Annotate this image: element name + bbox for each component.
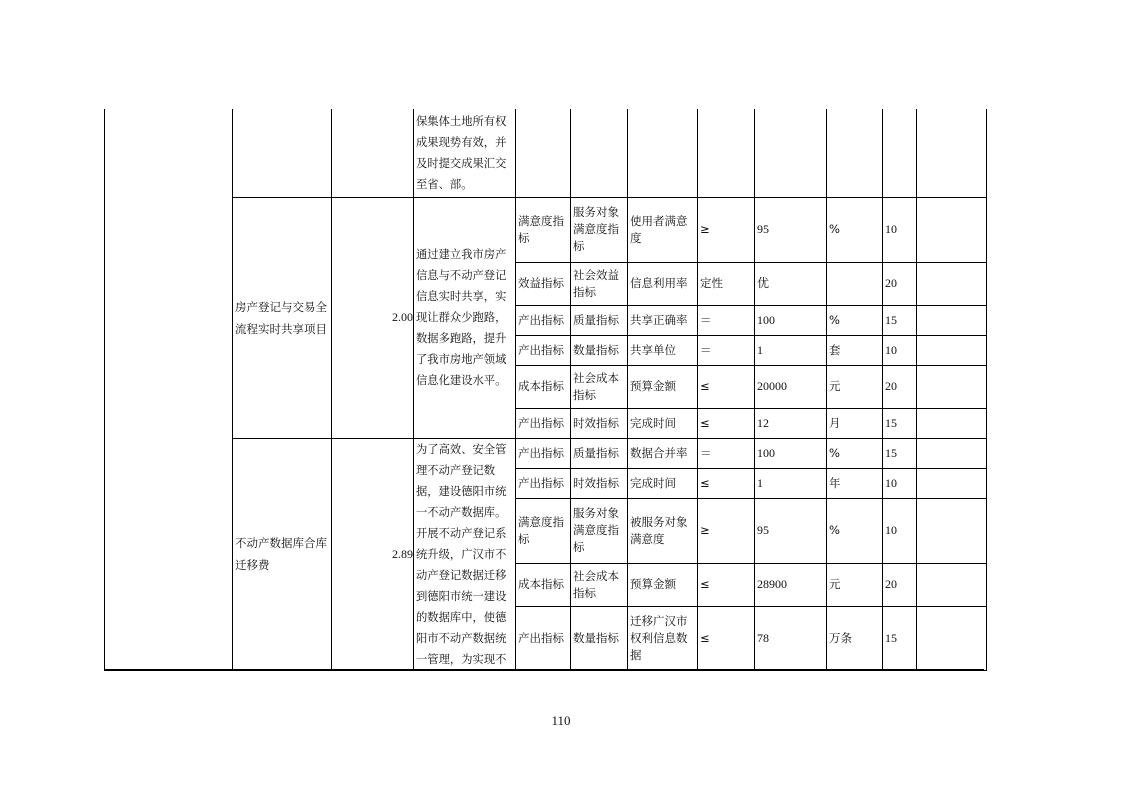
indicator-weight: 10 xyxy=(883,468,917,498)
goal-description: 通过建立我市房产信息与不动产登记信息实时共享，实现让群众少跑路，数据多跑路，提升了我市房地产领域信息化建设水平。 xyxy=(414,197,516,438)
project-name: 房产登记与交易全流程实时共享项目 xyxy=(233,197,332,438)
indicator-weight: 20 xyxy=(883,262,917,305)
indicator-weight: 15 xyxy=(883,305,917,335)
indicator-value: 100 xyxy=(755,438,827,468)
amount-cell xyxy=(332,109,414,197)
indicator-operator: ＝ xyxy=(698,305,755,335)
indicator-level3: 迁移广汉市权利信息数据 xyxy=(628,606,698,670)
indicator-value: 20000 xyxy=(755,365,827,408)
indicator-unit: 年 xyxy=(827,468,883,498)
indicator-level2: 时效指标 xyxy=(571,408,628,438)
indicator-weight: 10 xyxy=(883,498,917,563)
indicator-level1: 成本指标 xyxy=(516,365,571,408)
indicator-level2: 服务对象满意度指标 xyxy=(571,498,628,563)
indicator-level1: 满意度指标 xyxy=(516,498,571,563)
indicator-level2: 时效指标 xyxy=(571,468,628,498)
table-row xyxy=(105,197,987,262)
indicator-level3: 信息利用率 xyxy=(628,262,698,305)
indicator-level1: 产出指标 xyxy=(516,335,571,365)
indicator-unit xyxy=(827,262,883,305)
indicator-level1: 产出指标 xyxy=(516,468,571,498)
indicator-value: 78 xyxy=(755,606,827,670)
indicator-level3: 被服务对象满意度 xyxy=(628,498,698,563)
performance-indicator-table xyxy=(104,109,987,671)
indicator-weight: 15 xyxy=(883,606,917,670)
indicator-level3: 数据合并率 xyxy=(628,438,698,468)
indicator-level2: 服务对象满意度指标 xyxy=(571,197,628,262)
indicator-value: 95 xyxy=(755,197,827,262)
indicator-unit: % xyxy=(827,305,883,335)
indicator-level3: 完成时间 xyxy=(628,408,698,438)
indicator-level1: 产出指标 xyxy=(516,305,571,335)
indicator-level2: 数量指标 xyxy=(571,606,628,670)
indicator-unit: 万条 xyxy=(827,606,883,670)
project-name-cell xyxy=(233,109,332,197)
indicator-value: 95 xyxy=(755,498,827,563)
indicator-unit: % xyxy=(827,498,883,563)
indicator-level3: 共享正确率 xyxy=(628,305,698,335)
indicator-operator: ≤ xyxy=(698,365,755,408)
indicator-value: 优 xyxy=(755,262,827,305)
indicator-value: 1 xyxy=(755,468,827,498)
indicator-level1: 满意度指标 xyxy=(516,197,571,262)
indicator-weight: 15 xyxy=(883,438,917,468)
indicator-level1: 产出指标 xyxy=(516,438,571,468)
indicator-level2: 数量指标 xyxy=(571,335,628,365)
indicator-level2: 质量指标 xyxy=(571,305,628,335)
indicator-unit: % xyxy=(827,197,883,262)
indicator-operator: ≤ xyxy=(698,563,755,606)
category-cell xyxy=(105,109,233,670)
indicator-unit: % xyxy=(827,438,883,468)
indicator-operator: ≤ xyxy=(698,468,755,498)
project-name: 不动产数据库合库迁移费 xyxy=(233,438,332,670)
indicator-weight: 10 xyxy=(883,197,917,262)
indicator-level2: 社会成本指标 xyxy=(571,563,628,606)
indicator-level1: 产出指标 xyxy=(516,606,571,670)
indicator-level2: 社会效益指标 xyxy=(571,262,628,305)
indicator-level3: 完成时间 xyxy=(628,468,698,498)
indicator-weight: 10 xyxy=(883,335,917,365)
table-bottom-border xyxy=(104,669,984,671)
goal-description: 保集体土地所有权成果现势有效，并及时提交成果汇交至省、部。 xyxy=(414,109,516,197)
project-amount: 2.89 xyxy=(332,438,414,670)
indicator-level3: 预算金额 xyxy=(628,563,698,606)
indicator-value: 28900 xyxy=(755,563,827,606)
indicator-operator: 定性 xyxy=(698,262,755,305)
indicator-value: 12 xyxy=(755,408,827,438)
table-row xyxy=(105,438,987,468)
indicator-unit: 月 xyxy=(827,408,883,438)
indicator-weight: 20 xyxy=(883,365,917,408)
indicator-unit: 元 xyxy=(827,563,883,606)
goal-description: 为了高效、安全管理不动产登记数据，建设德阳市统一不动产数据库。开展不动产登记系统升级，广汉市不动产登记数据迁移到德阳市统一建设的数据库中，使德阳市不动产数据统一管理，为实现不 xyxy=(414,438,516,670)
indicator-value: 100 xyxy=(755,305,827,335)
indicator-level1: 效益指标 xyxy=(516,262,571,305)
indicator-level2: 质量指标 xyxy=(571,438,628,468)
indicator-value: 1 xyxy=(755,335,827,365)
indicator-level1: 成本指标 xyxy=(516,563,571,606)
indicator-operator: ≥ xyxy=(698,498,755,563)
indicator-level3: 预算金额 xyxy=(628,365,698,408)
indicator-level2: 社会成本指标 xyxy=(571,365,628,408)
indicator-level1: 产出指标 xyxy=(516,408,571,438)
project-amount: 2.00 xyxy=(332,197,414,438)
indicator-unit: 元 xyxy=(827,365,883,408)
indicator-weight: 20 xyxy=(883,563,917,606)
indicator-operator: ≤ xyxy=(698,606,755,670)
indicator-level3: 使用者满意度 xyxy=(628,197,698,262)
page-number: 110 xyxy=(551,713,571,728)
indicator-operator: ＝ xyxy=(698,438,755,468)
indicator-level3: 共享单位 xyxy=(628,335,698,365)
indicator-weight: 15 xyxy=(883,408,917,438)
indicator-unit: 套 xyxy=(827,335,883,365)
indicator-operator: ＝ xyxy=(698,335,755,365)
indicator-operator: ≥ xyxy=(698,197,755,262)
table-row xyxy=(105,109,987,197)
indicator-operator: ≤ xyxy=(698,408,755,438)
